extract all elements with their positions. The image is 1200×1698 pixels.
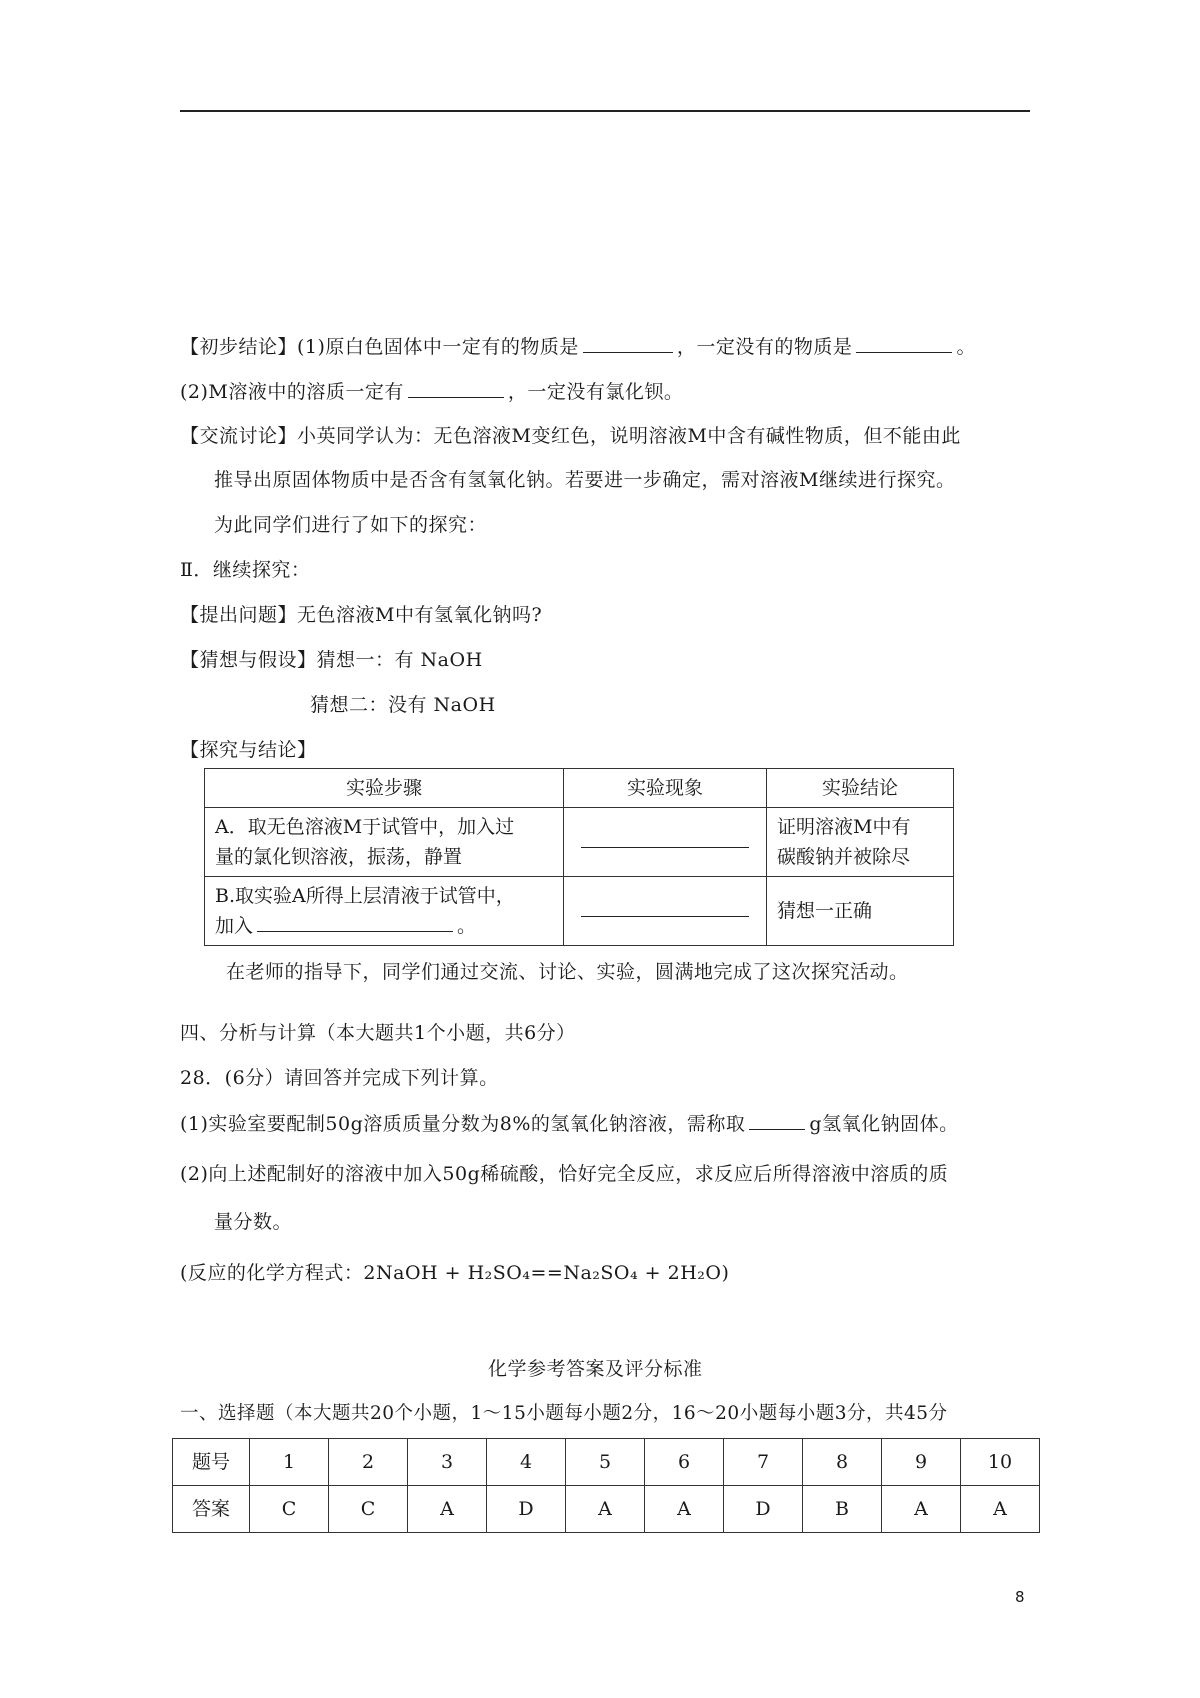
answer-key-title: 化学参考答案及评分标准	[488, 1358, 703, 1380]
answer-blank	[257, 911, 453, 932]
table-row	[205, 877, 954, 946]
phenomenon-cell	[564, 808, 767, 877]
text: 【初步结论】(1)原白色固体中一定有的物质是	[180, 336, 579, 358]
text: 碳酸钠并被除尽	[777, 846, 911, 868]
conclusion-cell: 猜想一正确	[767, 877, 954, 946]
question: 【提出问题】无色溶液M中有氢氧化钠吗?	[180, 604, 543, 626]
answer-cell: D	[724, 1486, 803, 1533]
answer-cell: A	[408, 1486, 487, 1533]
text: 。	[956, 336, 976, 358]
text: (1)实验室要配制50g溶质质量分数为8%的氢氧化钠溶液，需称取	[180, 1113, 746, 1135]
label-cell: 题号	[173, 1439, 250, 1486]
text: 量的氯化钡溶液，振荡，静置	[215, 846, 463, 868]
text: (2)M溶液中的溶质一定有	[180, 381, 404, 403]
step-cell	[205, 877, 564, 946]
section-four-heading: 四、分析与计算（本大题共1个小题，共6分）	[180, 1022, 576, 1044]
page-number: 8	[1015, 1588, 1025, 1606]
answer-cell: C	[250, 1486, 329, 1533]
answer-blank	[408, 377, 504, 398]
answer-cell: A	[566, 1486, 645, 1533]
answer-cell: A	[882, 1486, 961, 1533]
header-rule	[180, 110, 1030, 112]
discussion-line-3: 为此同学们进行了如下的探究：	[214, 514, 488, 536]
number-cell: 4	[487, 1439, 566, 1486]
preliminary-conclusion-1	[180, 332, 976, 361]
number-cell: 5	[566, 1439, 645, 1486]
preliminary-conclusion-2	[180, 377, 683, 406]
question-28-part-1	[180, 1109, 959, 1138]
table-row	[173, 1486, 1040, 1533]
section-continue: Ⅱ．继续探究：	[180, 559, 311, 581]
number-cell: 6	[645, 1439, 724, 1486]
number-cell: 3	[408, 1439, 487, 1486]
text: 证明溶液M中有	[777, 816, 911, 838]
table-row	[205, 769, 954, 808]
question-28-part-2-cont: 量分数。	[214, 1211, 293, 1233]
text: ，一定没有的物质是	[676, 336, 853, 358]
step-cell	[205, 808, 564, 877]
experiment-table	[204, 768, 954, 946]
answer-cell: D	[487, 1486, 566, 1533]
number-cell: 1	[250, 1439, 329, 1486]
number-cell: 10	[961, 1439, 1040, 1486]
multiple-choice-heading: 一、选择题（本大题共20个小题，1～15小题每小题2分，16～20小题每小题3分，共45分	[180, 1403, 948, 1424]
number-cell: 2	[329, 1439, 408, 1486]
text: ，一定没有氯化钡。	[507, 381, 684, 403]
header-cell: 实验现象	[564, 769, 767, 808]
phenomenon-cell	[564, 877, 767, 946]
answer-cell: B	[803, 1486, 882, 1533]
label-cell: 答案	[173, 1486, 250, 1533]
answer-table	[172, 1438, 1040, 1533]
text: B.取实验A所得上层清液于试管中，	[215, 885, 515, 907]
answer-cell: A	[961, 1486, 1040, 1533]
question-28: 28．(6分）请回答并完成下列计算。	[180, 1067, 499, 1089]
table-row	[173, 1439, 1040, 1486]
hypothesis-2: 猜想二：没有 NaOH	[310, 694, 496, 716]
answer-blank	[581, 827, 749, 848]
hypothesis-1: 【猜想与假设】猜想一：有 NaOH	[180, 649, 483, 671]
text: A．取无色溶液M于试管中，加入过	[215, 816, 515, 838]
number-cell: 8	[803, 1439, 882, 1486]
answer-blank	[581, 896, 749, 917]
explore-heading: 【探究与结论】	[180, 739, 317, 761]
number-cell: 9	[882, 1439, 961, 1486]
text	[215, 911, 553, 941]
answer-cell: A	[645, 1486, 724, 1533]
text: 。	[457, 915, 477, 937]
discussion-line-1: 【交流讨论】小英同学认为：无色溶液M变红色，说明溶液M中含有碱性物质，但不能由此	[180, 425, 961, 447]
answer-blank	[583, 332, 673, 353]
number-cell: 7	[724, 1439, 803, 1486]
discussion-line-2: 推导出原固体物质中是否含有氢氧化钠。若要进一步确定，需对溶液M继续进行探究。	[214, 469, 956, 491]
header-cell: 实验步骤	[205, 769, 564, 808]
chemical-equation: (反应的化学方程式：2NaOH + H₂SO₄==Na₂SO₄ + 2H₂O)	[180, 1262, 730, 1284]
conclusion-cell	[767, 808, 954, 877]
text: g氢氧化钠固体。	[809, 1113, 959, 1135]
answer-blank	[856, 332, 952, 353]
answer-cell: C	[329, 1486, 408, 1533]
question-28-part-2: (2)向上述配制好的溶液中加入50g稀硫酸，恰好完全反应，求反应后所得溶液中溶质的质	[180, 1163, 949, 1185]
text: 加入	[215, 915, 254, 937]
header-cell: 实验结论	[767, 769, 954, 808]
table-row	[205, 808, 954, 877]
answer-blank	[749, 1109, 805, 1130]
closing-text: 在老师的指导下，同学们通过交流、讨论、实验，圆满地完成了这次探究活动。	[226, 961, 909, 983]
